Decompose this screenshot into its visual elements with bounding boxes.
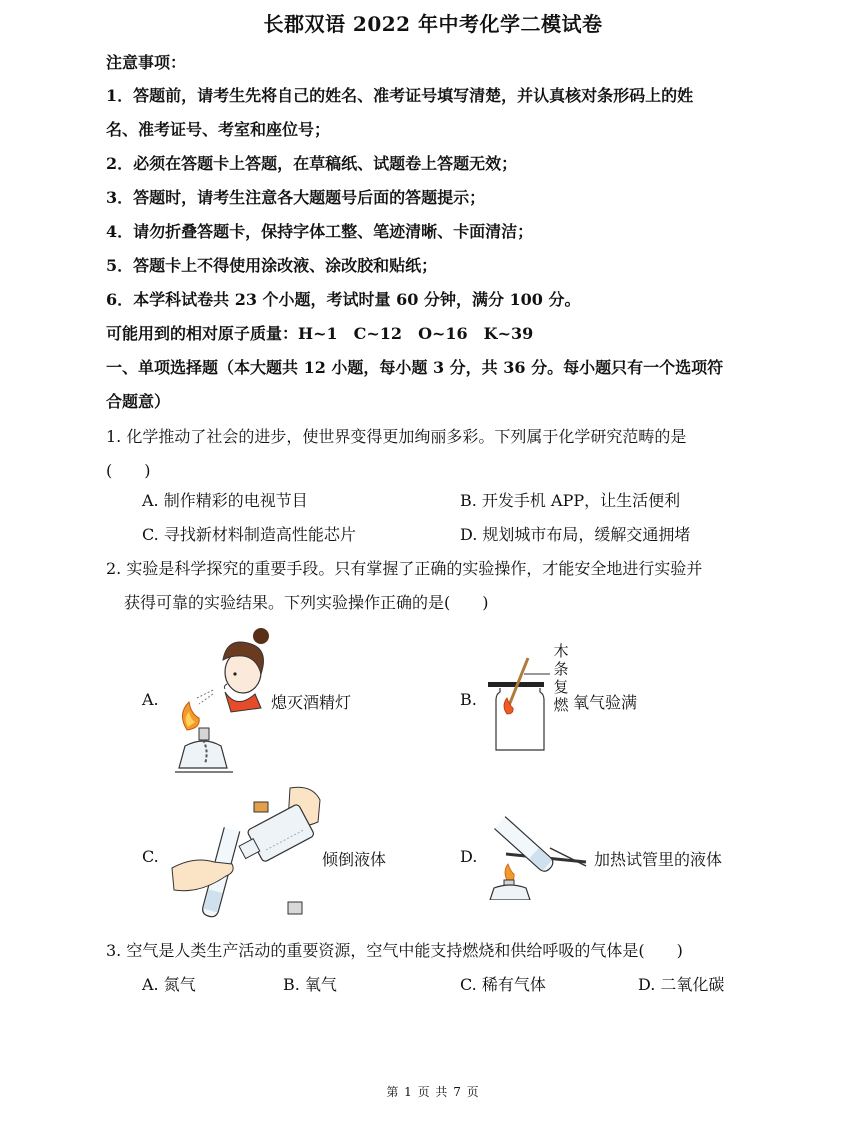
- section-heading-cont: 合题意）: [106, 392, 171, 411]
- q2-option-c-letter: C.: [142, 847, 159, 866]
- side-label-char: 复: [553, 678, 569, 696]
- notice-item-6: 6．本学科试卷共 23 个小题，考试时量 60 分钟，满分 100 分。: [106, 290, 581, 309]
- atomic-masses: 可能用到的相对原子质量：H~1 C~12 O~16 K~39: [106, 324, 534, 343]
- blowing-out-lamp-illustration: [165, 622, 275, 774]
- q3-option-a: A. 氮气: [142, 975, 196, 994]
- notice-item-2: 2．必须在答题卡上答题，在草稿纸、试题卷上答题无效；: [106, 154, 518, 173]
- oxygen-test-illustration: [486, 654, 554, 754]
- q3-stem: 3. 空气是人类生产活动的重要资源，空气中能支持燃烧和供给呼吸的气体是( ): [106, 941, 683, 960]
- notice-item-3: 3．答题时，请考生注意各大题题号后面的答题提示；: [106, 188, 486, 207]
- q1-answer-blank: ( ): [106, 461, 151, 480]
- side-label-char: 燃: [553, 696, 569, 714]
- q2-stem-cont: 获得可靠的实验结果。下列实验操作正确的是( ): [124, 593, 489, 612]
- q1-option-d: D. 规划城市布局，缓解交通拥堵: [460, 525, 691, 544]
- q2-stem: 2. 实验是科学探究的重要手段。只有掌握了正确的实验操作，才能安全地进行实验并: [106, 559, 703, 578]
- pouring-liquid-illustration: [170, 782, 325, 924]
- q2-option-a-caption: 熄灭酒精灯: [271, 693, 352, 712]
- section-heading: 一、单项选择题（本大题共 12 小题，每小题 3 分，共 36 分。每小题只有一个选项符: [106, 358, 724, 377]
- side-label-char: 条: [553, 660, 569, 678]
- q2-option-d-caption: 加热试管里的液体: [594, 850, 723, 869]
- page-footer: 第 1 页 共 7 页: [386, 1085, 480, 1099]
- q2-option-b-letter: B.: [460, 690, 477, 709]
- q2-option-c-caption: 倾倒液体: [322, 850, 387, 869]
- side-label-char: 木: [553, 642, 569, 660]
- q1-stem: 1. 化学推动了社会的进步，使世界变得更加绚丽多彩。下列属于化学研究范畴的是: [106, 427, 687, 446]
- q1-option-b: B. 开发手机 APP，让生活便利: [460, 491, 681, 510]
- heating-test-tube-illustration: [486, 804, 590, 900]
- q3-option-b: B. 氧气: [283, 975, 337, 994]
- notice-item-1: 1．答题前，请考生先将自己的姓名、准考证号填写清楚，并认真核对条形码上的姓: [106, 86, 694, 105]
- exam-title: 长郡双语 2022 年中考化学二模试卷: [263, 12, 603, 36]
- q1-option-c: C. 寻找新材料制造高性能芯片: [142, 525, 356, 544]
- q2-option-a-letter: A.: [142, 690, 159, 709]
- q2-option-d-letter: D.: [460, 847, 478, 866]
- notice-item-4: 4．请勿折叠答题卡，保持字体工整、笔迹清晰、卡面清洁；: [106, 222, 534, 241]
- notice-heading: 注意事项：: [106, 53, 187, 72]
- q1-option-a: A. 制作精彩的电视节目: [142, 491, 308, 510]
- notice-item-5: 5．答题卡上不得使用涂改液、涂改胶和贴纸；: [106, 256, 438, 275]
- notice-item-1-cont: 名、准考证号、考室和座位号；: [106, 120, 331, 139]
- q3-option-c: C. 稀有气体: [460, 975, 546, 994]
- q2-option-b-side-label: [552, 642, 570, 714]
- q2-option-b-caption: 氧气验满: [573, 693, 638, 712]
- q3-option-d: D. 二氧化碳: [638, 975, 725, 994]
